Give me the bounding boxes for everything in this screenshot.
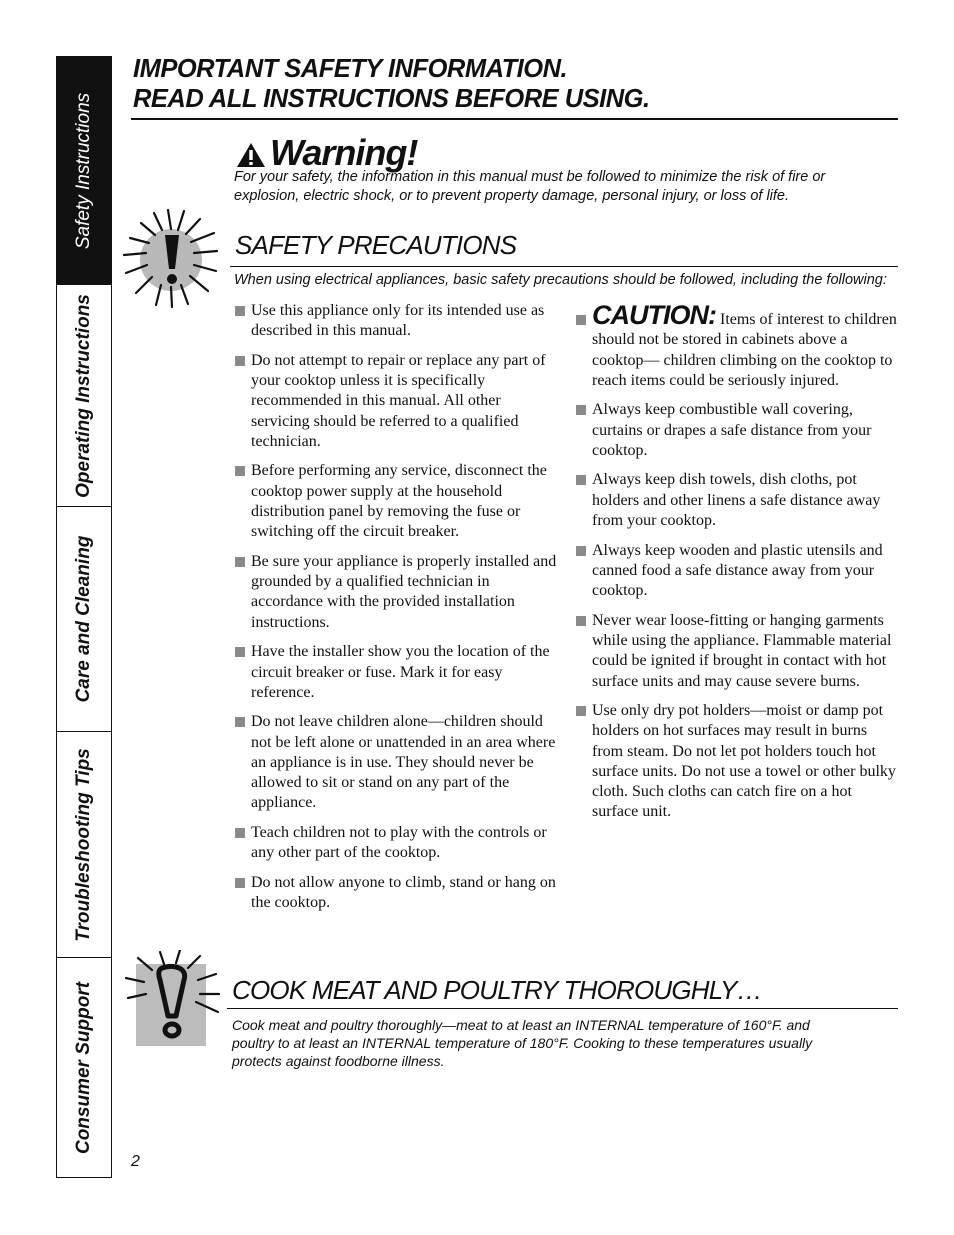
tab-label: Operating Instructions xyxy=(73,293,94,498)
square-bullet-icon xyxy=(235,306,245,316)
square-bullet-icon xyxy=(235,356,245,366)
tab-label: Consumer Support xyxy=(73,981,94,1154)
square-bullet-icon xyxy=(235,557,245,567)
list-item: Never wear loose-fitting or hanging garments while using the appliance. Flammable material could be ignited if brought in contact with hot surface units and may cause severe burns. xyxy=(576,611,899,692)
tab-care-and-cleaning[interactable] xyxy=(57,507,111,732)
list-item: Be sure your appliance is properly installed and grounded by a qualified technician in accordance with the provided installation instructions. xyxy=(235,552,560,633)
list-item: Use only dry pot holders—moist or damp pot holders on hot surfaces may result in burns from steam. Do not let pot holders touch hot surface units. Do not use a towel or other bulky cloth. Such cloths can catch fire on a hot surface unit. xyxy=(576,701,899,823)
header-line-1: IMPORTANT SAFETY INFORMATION. xyxy=(133,55,568,83)
page-header xyxy=(133,54,893,114)
page-number: 2 xyxy=(131,1153,140,1170)
square-bullet-icon xyxy=(576,546,586,556)
safety-precautions-intro: When using electrical appliances, basic safety precautions should be followed, including the following: xyxy=(234,272,887,288)
tab-label: Troubleshooting Tips xyxy=(73,747,94,942)
exclamation-burst-icon xyxy=(116,205,222,311)
precautions-right-column xyxy=(576,301,899,832)
square-bullet-icon xyxy=(235,717,245,727)
square-bullet-icon xyxy=(235,878,245,888)
list-item: Use this appliance only for its intended use as described in this manual. xyxy=(235,301,560,342)
tab-label: Care and Cleaning xyxy=(73,535,94,703)
caution-text: Items of interest to children should not be stored in cabinets above a cooktop— children climbing on the cooktop to reach items could be seriously injured. xyxy=(592,311,897,389)
square-bullet-icon xyxy=(576,475,586,485)
side-tab-navigation xyxy=(56,56,112,1178)
square-bullet-icon xyxy=(235,828,245,838)
header-divider xyxy=(131,118,898,120)
list-item: Teach children not to play with the controls or any other part of the cooktop. xyxy=(235,823,560,864)
caution-item xyxy=(576,301,899,391)
cook-meat-text: Cook meat and poultry thoroughly—meat to at least an INTERNAL temperature of 160°F. and poultry to at least an INTERNAL temperature of 180°F. Cooking to these temperatures usually protects against foodborne illness. xyxy=(232,1017,813,1069)
list-item: Have the installer show you the location of the circuit breaker or fuse. Mark it for easy reference. xyxy=(235,642,560,703)
square-bullet-icon xyxy=(576,706,586,716)
tab-troubleshooting-tips[interactable] xyxy=(57,732,111,958)
list-item: Do not attempt to repair or replace any part of your cooktop unless it is specifically recommended in this manual. All other servicing should be referred to a qualified technician. xyxy=(235,351,560,452)
square-bullet-icon xyxy=(576,405,586,415)
tab-safety-instructions[interactable] xyxy=(57,57,111,285)
square-bullet-icon xyxy=(576,315,586,325)
square-bullet-icon xyxy=(235,647,245,657)
list-item: Do not allow anyone to climb, stand or hang on the cooktop. xyxy=(235,873,560,914)
safety-precautions-heading: SAFETY PRECAUTIONS xyxy=(235,230,517,260)
warning-title: Warning! xyxy=(270,132,418,173)
caution-label: CAUTION: xyxy=(592,300,716,330)
tab-operating-instructions[interactable] xyxy=(57,285,111,507)
tab-consumer-support[interactable] xyxy=(57,958,111,1177)
square-bullet-icon xyxy=(576,616,586,626)
precautions-left-column xyxy=(235,301,560,923)
section-divider xyxy=(230,266,898,267)
section-divider xyxy=(227,1008,898,1009)
list-item: Always keep combustible wall covering, curtains or drapes a safe distance from your cooktop. xyxy=(576,400,899,461)
list-item: Always keep dish towels, dish cloths, pot holders and other linens a safe distance away from your cooktop. xyxy=(576,470,899,531)
tab-label: Safety Instructions xyxy=(73,92,94,249)
list-item: Before performing any service, disconnect the cooktop power supply at the household distribution panel by removing the fuse or switching off the circuit breaker. xyxy=(235,461,560,542)
cook-meat-heading: COOK MEAT AND POULTRY THOROUGHLY… xyxy=(232,975,762,1005)
header-line-2: READ ALL INSTRUCTIONS BEFORE USING. xyxy=(133,85,650,113)
list-item: Do not leave children alone—children should not be left alone or unattended in an area where an appliance is in use. They should never be allowed to sit or stand on any part of the appliance. xyxy=(235,712,560,813)
warning-text: For your safety, the information in this manual must be followed to minimize the risk of fire or explosion, electric shock, or to prevent property damage, personal injury, or loss of life. xyxy=(234,169,826,204)
exclamation-note-icon xyxy=(122,950,222,1050)
list-item: Always keep wooden and plastic utensils and canned food a safe distance away from your cooktop. xyxy=(576,541,899,602)
square-bullet-icon xyxy=(235,466,245,476)
